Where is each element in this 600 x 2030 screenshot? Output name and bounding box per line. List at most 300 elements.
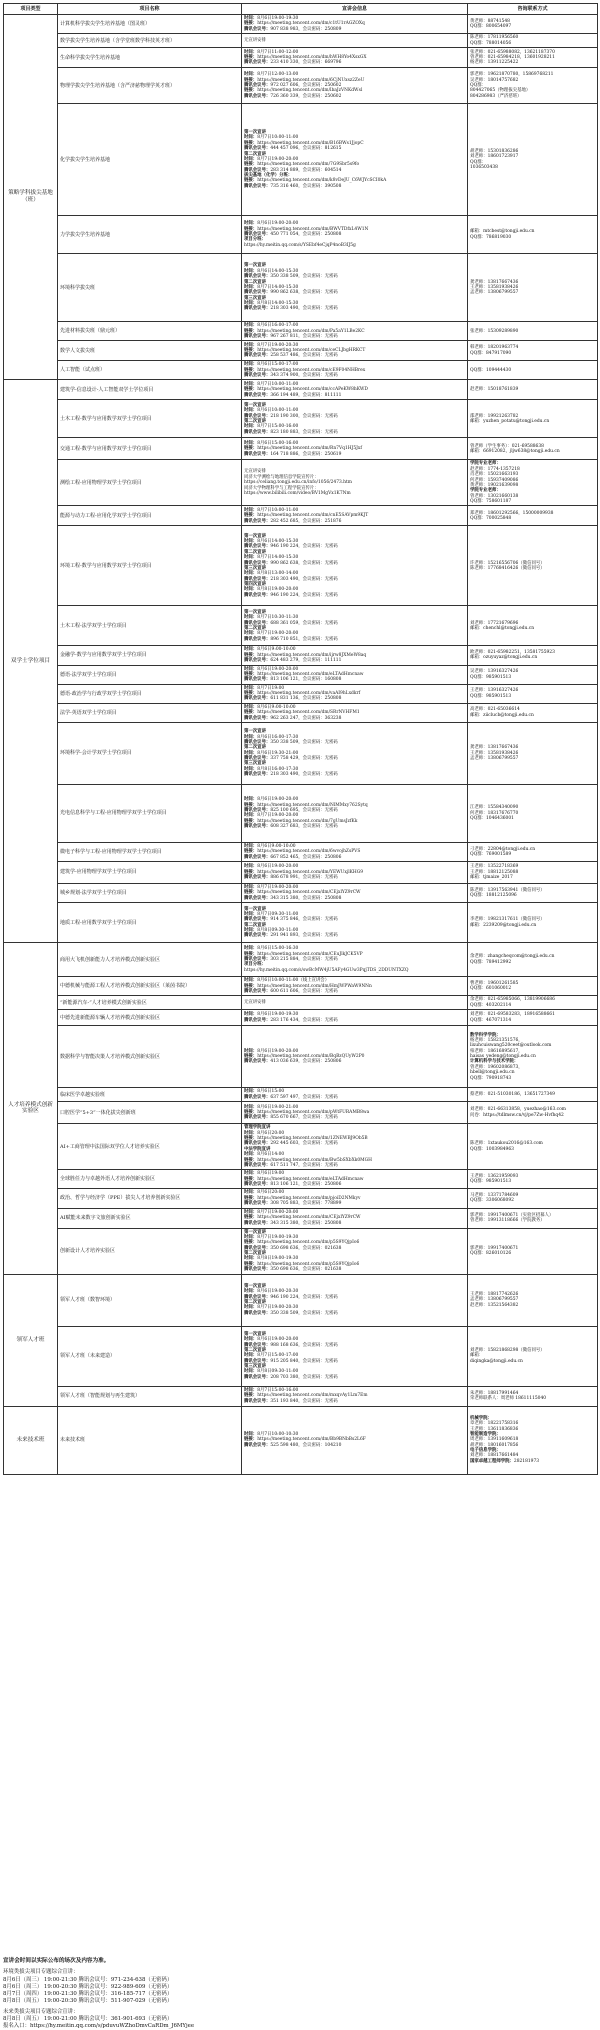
- info-line-label: 腾讯会议号：: [244, 1201, 271, 1207]
- contact-info: [468, 943, 598, 977]
- contact-line-text: 杨老师：15821351576，: [470, 1037, 523, 1043]
- contact-line-text: QQ群：985901513: [470, 674, 512, 680]
- contact-line-text: 邮箱：tjmaize_2017: [470, 875, 513, 881]
- contact-line-text: 陈老师：17811956560: [470, 35, 519, 41]
- info-line-label: 第一次宣讲: [244, 1229, 266, 1235]
- table-body: [4, 15, 598, 1475]
- info-line-label: 链接：: [244, 1240, 258, 1246]
- contact-line-text: QQ群：789412992: [470, 959, 512, 965]
- contact-line-text: 邮箱：66912082，jljw638@tongji.edu.cn: [470, 448, 560, 454]
- info-line-label: 腾讯会议号：: [244, 620, 271, 626]
- info-line-label: 时间：: [244, 1012, 258, 1018]
- info-line-text: 813 106 121，会议密码：160808: [270, 677, 342, 683]
- contact-line: [470, 1251, 595, 1256]
- info-line-text: 同济大学测绘与地理信息学院宣传片：: [244, 474, 319, 480]
- info-line-label: 腾讯会议号：: [244, 518, 271, 524]
- contact-line-text: 李老师：19821317611（微信同号）: [470, 917, 545, 923]
- info-line-label: 时间：: [244, 1089, 258, 1095]
- info-line: [244, 1115, 465, 1120]
- contact-line-text: 杨老师：13911225422: [470, 60, 519, 66]
- contact-line-text: 邮箱：ozuyuyaz@tongji.edu.cn: [470, 655, 538, 661]
- info-line-text: 813 106 121，会议密码：250806: [270, 1182, 342, 1187]
- contact-info: [468, 1406, 598, 1474]
- table-row: [4, 1326, 598, 1386]
- contact-line-text: 邮箱：mtcbest@tongji.edu.cn: [470, 229, 535, 235]
- session-info: [242, 15, 468, 34]
- footer-line: 8月8日（周五） 19:00-21:00 腾讯会议号：361-901-693（无密码）: [3, 2016, 173, 2023]
- info-line-label: 链接：: [244, 869, 258, 875]
- contact-line-text: 刘老师：18601723917: [470, 154, 519, 160]
- info-line: [244, 677, 465, 682]
- info-line-label: 腾讯会议号：: [244, 917, 271, 923]
- table-row: [4, 380, 598, 400]
- info-line-label: 腾讯会议号：: [244, 353, 271, 359]
- info-line-label: 腾讯会议号：: [244, 1398, 271, 1404]
- meeting-link[interactable]: https://meeting.tencent.com/dm/c1tU1rAGZOXq: [257, 21, 365, 27]
- info-line-label: 链接：: [244, 691, 258, 696]
- meeting-link[interactable]: https://meeting.tencent.com/dm/Pa5aY1LBe2KC: [257, 328, 365, 334]
- session-info: [242, 400, 468, 438]
- meeting-link[interactable]: https://meeting.tencent.com/dm/BWVTDfxL4W1N: [257, 226, 369, 232]
- meeting-link[interactable]: https://meeting.tencent.com/dm/p5S9YQjpIo6: [257, 1240, 360, 1246]
- info-line: [244, 94, 465, 99]
- meeting-link[interactable]: https://meeting.tencent.com/dm/ceCLJbgHRKCT: [257, 348, 366, 354]
- contact-line: [470, 1113, 595, 1118]
- meeting-link[interactable]: https://meeting.tencent.com/dm/ccAPeKW8hKWD: [257, 387, 368, 393]
- contact-line-text: 赵老师：13521564382: [470, 1302, 519, 1308]
- info-line-label: 第一次宣讲: [244, 130, 266, 136]
- meeting-link[interactable]: https://meeting.tencent.com/dm/ijrw8JXMeW8aq: [257, 652, 367, 658]
- info-line-text: 8月7日19:00-20:30: [257, 1305, 299, 1311]
- contact-info: [468, 977, 598, 996]
- info-line-text: 855 670 667，会议密码：无密码: [270, 1115, 338, 1121]
- info-line: [244, 968, 465, 973]
- contact-line-text: 吴老师：18014757682: [470, 77, 519, 83]
- meeting-link[interactable]: https://meeting.tencent.com/dm/mxqvAy1Lm7Em: [257, 1393, 368, 1399]
- info-line: [244, 1163, 465, 1168]
- contact-line-text: 王老师：13522718369: [470, 864, 519, 870]
- program-name: 化学拔尖学生培养基地: [58, 104, 242, 216]
- contact-info: [468, 341, 598, 361]
- info-line-text: 990 862 638，会议密码：无密码: [270, 560, 338, 566]
- contact-line-text: 欧老师：021-65982251，13581755923: [470, 650, 555, 656]
- contact-info: [468, 254, 598, 322]
- info-line-text: 343 315 380，会议密码：250808: [270, 1220, 342, 1226]
- contact-line-text: QQ群：3306068092: [470, 1198, 514, 1204]
- contact-line: [470, 368, 595, 373]
- meeting-link[interactable]: https://meeting.tencent.com/dm/cE9F04NHBrex: [257, 367, 366, 373]
- table-row: [4, 606, 598, 646]
- meeting-link[interactable]: https://meeting.tencent.com/dm/NlMMxy762Sytq: [257, 802, 368, 808]
- info-line-label: 第二次宣讲: [244, 1347, 266, 1353]
- table-row: [4, 1010, 598, 1026]
- contact-info: [468, 996, 598, 1010]
- footer-line: 8月6日（周三） 19:00-20:30 腾讯会议号：922-989-609（无密码）: [3, 1983, 173, 1990]
- info-line-text: 8月6日14:00: [257, 1152, 285, 1158]
- session-info: [242, 361, 468, 380]
- meeting-link[interactable]: https://meeting.tencent.com/dm/cnE5SAVpm9KJT: [257, 513, 369, 519]
- contact-line-text: 陈老师：17768416426（微信同号）: [470, 565, 545, 571]
- contact-line-text: 王老师：18817742626: [470, 1291, 519, 1297]
- contact-line-text: 问卷：https://tdlmsw.cn/vj/pe7Zw-Hvfhq42: [470, 1112, 564, 1118]
- contact-line-text: 章老师：18221758316: [470, 1421, 519, 1427]
- meeting-link[interactable]: https://meeting.tencent.com/dm/CEuJlkJCK5VP: [257, 951, 363, 957]
- info-line-text: 同济大学物理科学与工程学院宣传片：: [244, 485, 319, 491]
- contact-line: [470, 1459, 595, 1464]
- info-line-label: 时间：: [244, 1305, 258, 1311]
- info-line-label: 管理学院宣讲: [244, 1125, 271, 1131]
- meeting-link[interactable]: https://hy.meitin.qq.com/s/YSEbf4eCjqP4noB3IJ5g: [244, 242, 356, 248]
- contact-line: [470, 41, 595, 46]
- info-line-label: 腾讯会议号：: [244, 1294, 271, 1300]
- contact-line-text: lixuhcuiswang520ceet@outlook.com: [470, 1043, 552, 1049]
- contact-info: [468, 722, 598, 784]
- meeting-link[interactable]: https://meeting.tencent.com/dm/7G9Sbr5s9fo: [257, 162, 360, 168]
- info-line: [244, 824, 465, 829]
- info-line-text: 351 193 840，会议密码：无密码: [270, 1398, 338, 1404]
- contact-line: [470, 449, 595, 454]
- contact-line-text: 肖老师：15021663193: [470, 472, 519, 478]
- program-name: 城乡规划-法学双学士学位项目: [58, 884, 242, 903]
- info-line-label: 腾讯会议号：: [244, 576, 271, 582]
- info-line-label: 腾讯会议号：: [244, 26, 271, 32]
- info-line-label: 时间：: [244, 221, 258, 227]
- program-name: “新能源汽车-”人才培养模式创新实验区: [58, 996, 242, 1010]
- contact-line: [470, 516, 595, 521]
- info-line-label: 时间：: [244, 685, 258, 691]
- info-line-text: 8月8日14:00-15:30: [257, 301, 299, 307]
- info-line-label: 链接：: [244, 652, 258, 658]
- category-cell: 双学士学位项目: [4, 380, 58, 943]
- meeting-link[interactable]: https://meeting.tencent.com/dm/eLTAdHmcnaw: [257, 1176, 364, 1182]
- contact-line-text: 吴老师：13916327426: [470, 669, 519, 675]
- meeting-link[interactable]: https://meeting.tencent.com/dm/eLTAdHmcnaw: [257, 671, 364, 677]
- info-line-label: 时间：: [244, 813, 258, 819]
- info-line-text: 218 303 490，会议密码：无密码: [270, 772, 338, 778]
- info-line-text: 8月7日14:00-15:30: [257, 284, 299, 290]
- contact-line-text: 黄老师：88741548: [470, 18, 510, 24]
- table-row: [4, 15, 598, 34]
- meeting-link[interactable]: https://meeting.tencent.com/dm/hWH8Yo4XsxGX: [257, 54, 367, 60]
- info-line-label: 第二次宣讲: [244, 1300, 266, 1305]
- meeting-link[interactable]: https://meeting.tencent.com/dm/BqBzQUyW2P0: [257, 1054, 365, 1060]
- table-row: [4, 722, 598, 784]
- info-line-label: 链接：: [244, 367, 258, 373]
- info-line-text: 8月6日19:00-20:00: [257, 1337, 299, 1343]
- contact-line-text: 蔡老师：021-51030186，13651727349: [470, 1092, 555, 1098]
- info-line-label: 时间：: [244, 1289, 258, 1295]
- info-line: [244, 452, 465, 457]
- table-row: [4, 460, 598, 506]
- info-line-label: 腾讯会议号：: [244, 146, 271, 152]
- info-line-text: 8月6日9:00-10:00: [257, 704, 296, 710]
- contact-line-text: diqingka@tongji.edu.cn: [470, 1358, 523, 1364]
- meeting-link[interactable]: https://meeting.tencent.com/dm/YEWUxjlKHG9: [257, 869, 364, 875]
- info-line-text: 8月8日19:00-19:30: [257, 1256, 299, 1262]
- contact-line: [470, 1003, 595, 1008]
- contact-info: [468, 15, 598, 34]
- header-session-info: 宣讲会信息: [242, 4, 468, 15]
- meeting-link[interactable]: https://meeting.tencent.com/dm/6wvojhZsPVS: [257, 849, 361, 855]
- program-name: 人工智能（试点班）: [58, 361, 242, 380]
- meeting-link[interactable]: https://meeting.tencent.com/dm/pjoiD2NMkyv: [257, 1195, 361, 1201]
- meeting-link[interactable]: https://celiang.tongji.edu.cn/info/1056/2473.htm: [244, 480, 352, 486]
- contact-line-text: 余老师：021-65985066，13819906686: [470, 997, 555, 1003]
- session-info: [242, 254, 468, 322]
- contact-line-text: QQ群：1046436001: [470, 816, 514, 822]
- info-line-label: 腾讯会议号：: [244, 413, 271, 419]
- meeting-link[interactable]: https://meeting.tencent.com/dm/lbaJzVNKdWsl: [257, 88, 363, 94]
- contact-info: [468, 400, 598, 438]
- info-line-label: 腾讯会议号：: [244, 636, 271, 642]
- info-line-label: 时间：: [244, 16, 258, 21]
- meeting-link[interactable]: https://meeting.tencent.com/dm/6CjNUxsz2ZeU: [257, 77, 365, 83]
- info-line-text: 8月6日16:00-17:30: [257, 734, 299, 740]
- meeting-link[interactable]: https://meeting.tencent.com/dm/Rn7Vq1HJ5Jxf: [257, 446, 362, 452]
- contact-line: [470, 94, 595, 99]
- footer-section2-title: 未来类拔尖项目专题综合宣讲：: [3, 2009, 79, 2015]
- info-line-label: 链接：: [244, 1054, 258, 1060]
- contact-info: [468, 842, 598, 861]
- contact-info: [468, 1386, 598, 1406]
- meeting-link[interactable]: https://meeting.tencent.com/dm/B16BWs1JjopC: [257, 140, 364, 146]
- contact-line-text: 孟老师：13806799557: [470, 756, 519, 762]
- table-row: [4, 341, 598, 361]
- meeting-link[interactable]: https://meeting.tencent.com/dm/Bb9BNbBs2L6F: [257, 1437, 366, 1443]
- contact-line: [470, 923, 595, 928]
- contact-line: [470, 387, 595, 392]
- contact-line-text: 王老师：13621959093: [470, 1173, 519, 1179]
- info-line-label: 链接：: [244, 1176, 258, 1182]
- info-line-label: 时间：: [244, 284, 258, 290]
- info-line-label: 时间：: [244, 1337, 258, 1343]
- info-line-label: 链接：: [244, 1437, 258, 1443]
- info-line-text: 444 457 096，会议密码：812615: [270, 146, 342, 152]
- info-line-text: 8月7日12:00-13:00: [257, 72, 299, 78]
- contact-info: [468, 784, 598, 842]
- contact-line-text: 陈老师：1xtaukou2016@163.com: [470, 1141, 543, 1147]
- info-line-label: 链接：: [244, 1157, 258, 1163]
- meeting-link[interactable]: https://meeting.tencent.com/dm/1ZNEWBJ9Ob5B: [257, 1136, 368, 1141]
- info-line-text: 914 375 846，会议密码：无密码: [270, 917, 338, 923]
- contact-line: [470, 986, 595, 991]
- contact-line: [470, 852, 595, 857]
- contact-line-label: 国家卓越工程师学院：: [470, 1458, 514, 1464]
- contact-info: [468, 684, 598, 703]
- info-line-label: 腾讯会议号：: [244, 1094, 271, 1100]
- contact-line-text: 高老师：021-65036614: [470, 707, 520, 713]
- info-line-text: 8月7日14:00-15:30: [257, 555, 299, 561]
- program-name: 先进材料拔尖班（鼎元班）: [58, 322, 242, 341]
- header-contact: 咨询联系方式: [468, 4, 598, 15]
- info-line-label: 腾讯会议号：: [244, 1017, 271, 1023]
- contact-info: [468, 460, 598, 506]
- info-line-label: 时间：: [244, 797, 258, 803]
- info-line-label: 链接：: [244, 818, 258, 824]
- contact-line-text: QQ群：847917090: [470, 350, 512, 356]
- info-line-text: 688 361 059，会议密码：无密码: [270, 620, 338, 626]
- meeting-link[interactable]: https://meeting.tencent.com/dm/HmJWPWaW9NNn: [257, 983, 372, 989]
- info-line: [244, 933, 465, 938]
- contact-line-text: QQ群：467071314: [470, 1017, 512, 1023]
- contact-info: [468, 1326, 598, 1386]
- info-line-text: 450 771 054，会议密码：250808: [270, 231, 342, 237]
- info-line-label: 链接：: [244, 140, 258, 146]
- contact-line-label: 计算机科学与技术学院：: [470, 1059, 519, 1065]
- info-line-text: 8月7日19:00-20:00: [257, 631, 299, 637]
- meeting-link[interactable]: https://meeting.tencent.com/dm/7gUmsJzfKk: [257, 818, 358, 824]
- contact-line-text: 曾老师：13021660138: [470, 493, 519, 499]
- info-line-label: 时间：: [244, 1190, 258, 1196]
- info-line-label: 时间：: [244, 135, 258, 141]
- meeting-link[interactable]: https://meeting.tencent.com/dm/Bw5bSXbXk0MGH: [257, 1157, 372, 1163]
- meeting-link[interactable]: https://meeting.tencent.com/dm/pWtFURAMB8wa: [257, 1110, 370, 1116]
- program-name: 德语-政治学与行政学双学士学位项目: [58, 684, 242, 703]
- info-line-label: 腾讯会议号：: [244, 429, 271, 435]
- info-line-label: 腾讯会议号：: [244, 392, 271, 398]
- info-line-label: 第二次宣讲: [244, 745, 266, 751]
- info-line-label: 腾讯会议号：: [244, 231, 271, 237]
- info-line-label: 腾讯会议号：: [244, 290, 271, 296]
- info-line-text: 8月6日10:00-11:00: [257, 408, 299, 414]
- contact-line-text: 张老师：15309289890: [470, 328, 519, 334]
- meeting-link[interactable]: https://meeting.tencent.com/dm/p5S9YQjpIo6: [257, 1261, 360, 1267]
- info-line-label: 腾讯会议号：: [244, 1182, 271, 1187]
- table-row: [4, 884, 598, 903]
- info-line-label: 腾讯会议号：: [244, 560, 271, 566]
- info-line-text: 967 267 811，会议密码：无密码: [270, 333, 338, 339]
- info-line-text: 350 338 509，会议密码：无密码: [270, 274, 338, 280]
- table-row: [4, 400, 598, 438]
- info-line-label: 时间：: [244, 750, 258, 756]
- program-name: 光电信息科学与工程-应用物理学双学士学位项目: [58, 784, 242, 842]
- contact-line-text: QQ群：18812125096: [470, 893, 517, 899]
- meeting-link[interactable]: https://meeting.tencent.com/dm/vaAI9hLxdkrf: [257, 691, 361, 696]
- table-row: [4, 943, 598, 977]
- contact-info: [468, 104, 598, 216]
- program-name: 政治、哲学与经济学（PPE）拔尖人才培养创新实验区: [58, 1189, 242, 1208]
- table-row: [4, 903, 598, 943]
- table-row: [4, 1170, 598, 1189]
- info-line: [244, 1311, 465, 1316]
- contact-line: [470, 875, 595, 880]
- program-name: 土木工程-数学与应用数学双学士学位项目: [58, 400, 242, 438]
- info-line-text: 617 511 747，会议密码：无密码: [270, 1162, 338, 1168]
- table-row: [4, 322, 598, 341]
- info-line-label: 腾讯会议号：: [244, 167, 271, 173]
- info-line: [244, 855, 465, 860]
- contact-info: [468, 506, 598, 526]
- program-name: 数学拔尖学生培养基地（含学堂班数学科技英才班）: [58, 34, 242, 48]
- info-line-label: 腾讯会议号：: [244, 373, 271, 378]
- contact-line-text: 赵老师：15018761839: [470, 387, 519, 393]
- session-info: [242, 842, 468, 861]
- info-line-text: 896 710 851，会议密码：无密码: [270, 636, 338, 642]
- info-line-label: 时间：: [244, 1256, 258, 1262]
- meeting-link[interactable]: https://meeting.tencent.com/dm/CEjxlYZ9rCW: [257, 1215, 361, 1221]
- program-name: 领军人才班（数智环境）: [58, 1274, 242, 1326]
- info-line-label: 项目分班：: [244, 237, 266, 243]
- info-line-label: 第四次宣讲: [244, 582, 266, 587]
- table-row: [4, 842, 598, 861]
- table-row: [4, 68, 598, 104]
- info-line-text: 637 597 497，会议密码：无密码: [270, 1094, 338, 1100]
- table-row: [4, 1124, 598, 1170]
- contact-info: [468, 1026, 598, 1088]
- session-info: [242, 784, 468, 842]
- contact-line-text: 曾老师（学生事务）：021-69588638: [470, 443, 544, 449]
- session-info: [242, 1102, 468, 1124]
- info-line-text: 735 316 460，会议密码：390508: [270, 183, 342, 189]
- info-line-text: 308 705 883，会议密码：778899: [270, 1201, 342, 1207]
- category-cell: 策略学科拔尖基地（班）: [4, 15, 58, 380]
- contact-info: [468, 380, 598, 400]
- contact-line-text: 王老师：13611836836: [470, 1426, 519, 1432]
- meeting-link[interactable]: https://meeting.tencent.com/dm/SRrNVHFM1: [257, 710, 360, 716]
- info-line-label: 腾讯会议号：: [244, 696, 271, 702]
- info-line: [244, 716, 465, 721]
- session-info: [242, 1170, 468, 1189]
- info-line-label: 时间：: [244, 424, 258, 430]
- contact-line-text: 黄老师：19021639098: [470, 482, 519, 488]
- contact-line: [470, 893, 595, 898]
- info-line: [244, 696, 465, 701]
- footer-section1-title: 环境类拔尖项目专题综合宣讲：: [3, 1969, 79, 1976]
- info-line-label: 腾讯会议号：: [244, 677, 271, 683]
- meeting-link[interactable]: https://www.bilibili.com/video/BV1MgVx1K7Nm: [244, 490, 351, 496]
- meeting-link[interactable]: https://hy.meitin.qq.com/s/swBcMW4jU5AFy4GUw3PqjTDS_2DDUNTXZQ: [244, 967, 409, 973]
- contact-line-text: 刘老师：17721679696: [470, 620, 519, 626]
- contact-line-text: 龚老师：13817667436: [470, 279, 519, 285]
- contact-line-text: 孟老师：13806799557: [470, 1297, 519, 1303]
- contact-info: [468, 48, 598, 68]
- contact-line: [470, 655, 595, 660]
- info-line-text: 218 303 490，会议密码：无密码: [270, 306, 338, 312]
- meeting-link[interactable]: https://meeting.tencent.com/dm/CEjxlYZ9rCW: [257, 890, 361, 896]
- info-line: [244, 491, 465, 496]
- contact-info: [468, 1170, 598, 1189]
- session-info: [242, 1326, 468, 1386]
- meeting-link[interactable]: https://meeting.tencent.com/dm/k8vDeJU_C6WJYcSCI0kA: [257, 178, 387, 184]
- contact-line: [470, 165, 595, 170]
- info-line-text: 726 360 339，会议密码：250602: [270, 93, 342, 99]
- info-line-label: 链接：: [244, 710, 258, 716]
- contact-line: [470, 235, 595, 240]
- contact-info: [468, 438, 598, 460]
- contact-line: [470, 713, 595, 718]
- session-info: [242, 506, 468, 526]
- program-name: 测绘工程-应用物理学双学士学位项目: [58, 460, 242, 506]
- program-name: 物理学拔尖学生培养基地（含严济慈物理学英才班）: [58, 68, 242, 104]
- contact-line-text: 曹老师：19601261585: [470, 980, 519, 986]
- program-name: 全球胜任力与卓越外语人才培养创新实验区: [58, 1170, 242, 1189]
- info-line-text: 8月6日19:00-20:00: [257, 1048, 299, 1054]
- table-row: [4, 1088, 598, 1102]
- info-line-label: 时间：: [244, 587, 258, 593]
- info-line-label: 第二次宣讲: [244, 1251, 266, 1256]
- info-line-label: 腾讯会议号：: [244, 956, 271, 962]
- info-line-label: 时间：: [244, 1431, 258, 1437]
- session-info: [242, 1228, 468, 1274]
- info-line-label: 链接：: [244, 513, 258, 519]
- info-line-label: 腾讯会议号：: [244, 93, 271, 99]
- session-info: [242, 48, 468, 68]
- info-line-label: 时间：: [244, 301, 258, 307]
- footer-line: 报名入口：https://hy.meitin.qq.com/s/pduvuWZhoDmvCaRDm_J6MYjee: [3, 2023, 195, 2030]
- contact-line-text: 刘老师：15821868298（微信同号）: [470, 1347, 545, 1353]
- contact-line: [470, 1092, 595, 1097]
- info-line-text: 946 190 224，会议密码：无密码: [270, 1294, 338, 1300]
